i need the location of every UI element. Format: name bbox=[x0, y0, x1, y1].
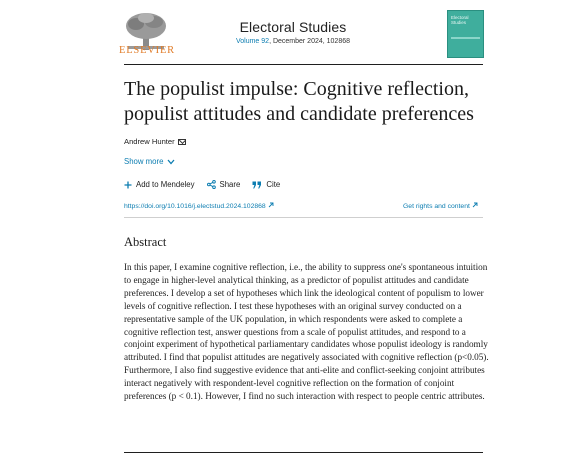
rights-text: Get rights and content bbox=[403, 203, 470, 210]
share-label: Share bbox=[219, 180, 241, 189]
meta-divider bbox=[124, 217, 483, 218]
plus-icon bbox=[124, 181, 132, 189]
article-title: The populist impulse: Cognitive reflection, populist attitudes and candidate preferences bbox=[124, 78, 474, 125]
share-button[interactable] bbox=[207, 180, 241, 189]
external-link-icon bbox=[268, 202, 274, 208]
footer-divider bbox=[124, 452, 483, 453]
mail-icon[interactable] bbox=[178, 139, 186, 145]
show-more-label: Show more bbox=[124, 157, 164, 166]
issue-detail: , December 2024, 102868 bbox=[269, 38, 351, 45]
external-link-icon bbox=[472, 202, 478, 208]
author-line bbox=[124, 137, 186, 146]
cover-stripe bbox=[451, 37, 480, 39]
doi-link[interactable] bbox=[124, 202, 274, 210]
volume-link[interactable]: Volume 92 bbox=[235, 38, 270, 45]
publisher-name: ELSEVIER bbox=[119, 45, 175, 56]
show-more-button[interactable] bbox=[124, 157, 175, 166]
journal-name[interactable]: Electoral Studies bbox=[239, 19, 347, 35]
article-actions bbox=[124, 180, 280, 189]
chevron-down-icon bbox=[167, 159, 175, 165]
abstract-body: In this paper, I examine cognitive reflection, i.e., the ability to suppress one's spontaneous intuition to engage in higher-level analytical thinking, as a predictor of populist attitudes and candidate preferences. I develop a set of hypotheses which link the ideological content of populism to lower levels of cognitive reflection. I test these hypotheses with an original survey conducted on a representative sample of the UK population, in which respondents were asked to complete a cognitive reflection test, answer questions from a scale of populist attitudes, and respond to a conjoint experiment of hypothetical parliamentary candidates whose populist ideology is randomly attributed. I find that populist attitudes are negatively associated with cognitive reflection (p<0.05). Furthermore, I also find suggestive evidence that anti-elite and conflict-seeking conjoint attributes interact negatively with respondent-level cognitive reflection on the formation of conjoint preferences (p < 0.1). However, I find no such interaction with respect to people centric attributes. bbox=[124, 262, 489, 402]
add-to-mendeley-button[interactable] bbox=[124, 180, 195, 189]
cite-button[interactable] bbox=[252, 180, 280, 189]
author-name[interactable]: Andrew Hunter bbox=[124, 137, 175, 146]
quote-icon bbox=[252, 181, 262, 189]
journal-meta bbox=[0, 38, 586, 45]
cover-title: Electoral Studies bbox=[451, 15, 469, 25]
share-icon bbox=[207, 180, 216, 189]
header-divider bbox=[124, 64, 483, 65]
cite-label: Cite bbox=[266, 180, 281, 189]
journal-cover[interactable] bbox=[447, 10, 484, 58]
doi-text: https://doi.org/10.1016/j.electstud.2024.102868 bbox=[124, 203, 266, 210]
journal-info bbox=[0, 19, 586, 45]
rights-link[interactable] bbox=[403, 202, 478, 210]
mendeley-label: Add to Mendeley bbox=[136, 180, 195, 189]
abstract-heading: Abstract bbox=[124, 235, 167, 249]
